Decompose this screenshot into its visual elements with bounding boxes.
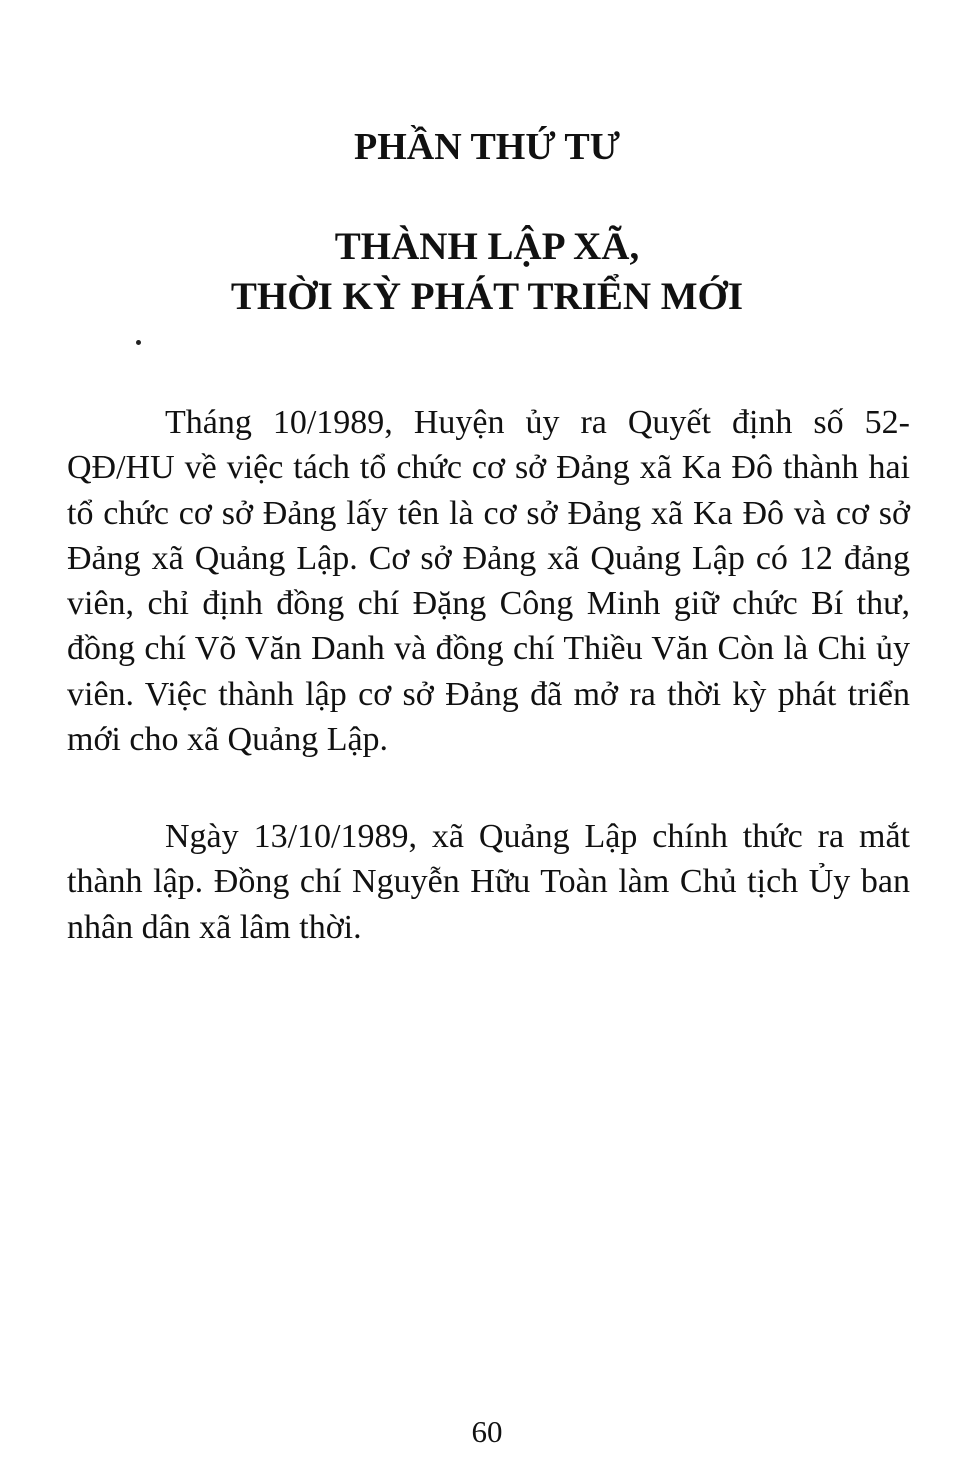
ink-speck bbox=[136, 340, 141, 345]
body-paragraph-1: Tháng 10/1989, Huyện ủy ra Quyết định số 52-QĐ/HU về việc tách tổ chức cơ sở Đảng xã Ka Đô thành hai tổ chức cơ sở Đảng lấy tên là cơ sở Đảng xã Ka Đô và cơ sở Đảng xã Quảng Lập. Cơ sở Đảng xã Quảng Lập có 12 đảng viên, chỉ định đồng chí Đặng Công Minh giữ chức Bí thư, đồng chí Võ Văn Danh và đồng chí Thiều Văn Còn là Chi ủy viên. Việc thành lập cơ sở Đảng đã mở ra thời kỳ phát triển mới cho xã Quảng Lập. bbox=[67, 404, 910, 759]
chapter-title-line-1: THÀNH LẬP XÃ, bbox=[334, 225, 640, 268]
chapter-title bbox=[0, 222, 974, 322]
page-number: 60 bbox=[471, 1414, 503, 1449]
part-title: PHẦN THỨ TƯ bbox=[353, 126, 621, 168]
body-paragraph-2: Ngày 13/10/1989, xã Quảng Lập chính thức ra mắt thành lập. Đồng chí Nguyễn Hữu Toàn làm Chủ tịch Ủy ban nhân dân xã lâm thời. bbox=[67, 818, 910, 946]
chapter-title-line-2: THỜI KỲ PHÁT TRIỂN MỚI bbox=[230, 275, 744, 318]
